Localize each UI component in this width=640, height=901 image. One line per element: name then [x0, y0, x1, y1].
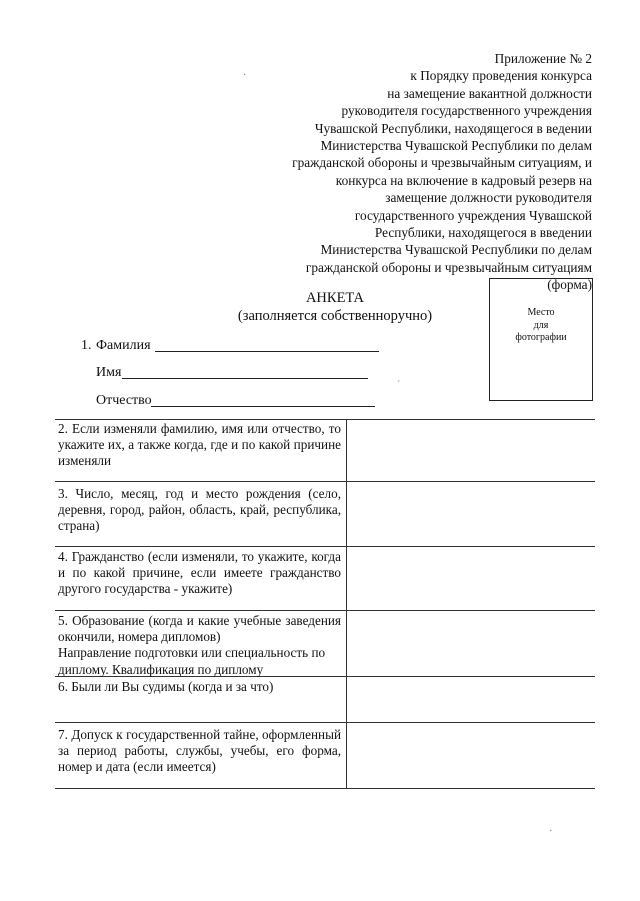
surname-row	[81, 338, 381, 354]
table-rule	[55, 546, 595, 547]
question-cell	[58, 727, 341, 776]
question-cell	[58, 486, 341, 535]
photo-label-line: фотографии	[515, 332, 567, 343]
photo-label	[515, 307, 566, 400]
appendix-line: замещение должности руководителя	[385, 190, 592, 206]
question-text: 2. Если изменяли фамилию, имя или отчество, то укажите их, а также когда, где и по какой причине изменяли	[58, 421, 341, 469]
answer-field[interactable]	[352, 724, 590, 786]
item-number: 1.	[81, 338, 92, 353]
form-title: АНКЕТА	[305, 290, 365, 306]
table-rule	[55, 722, 595, 723]
answer-field[interactable]	[352, 483, 590, 544]
appendix-line: гражданской обороны и чрезвычайным ситуациям, и	[292, 155, 592, 171]
answer-field[interactable]	[352, 421, 590, 479]
patronymic-label: Отчество	[96, 393, 152, 408]
appendix-line: на замещение вакантной должности	[387, 85, 592, 101]
answer-field[interactable]	[352, 678, 590, 720]
appendix-line: гражданской обороны и чрезвычайным ситуациям	[305, 259, 592, 275]
appendix-line: (форма)	[547, 277, 592, 293]
question-text: 3. Число, месяц, год и место рождения (село, деревня, город, район, область, край, республика, страна)	[58, 486, 341, 534]
name-row	[81, 365, 381, 381]
question-cell	[58, 613, 341, 678]
table-rule	[55, 610, 595, 611]
surname-field[interactable]	[155, 338, 379, 352]
question-text: 4. Гражданство (если изменяли, то укажите, когда и по какой причине, если имеете гражданство другого государства - укажите)	[58, 549, 341, 597]
appendix-line: Министерства Чувашской Республики по делам	[320, 138, 592, 154]
question-text: Направление подготовки или специальность по диплому. Квалификация по диплому	[58, 645, 326, 677]
answer-field[interactable]	[352, 612, 590, 674]
name-label: Имя	[96, 365, 122, 380]
form-subtitle: (заполняется собственноручно)	[237, 308, 433, 324]
appendix-line: Чувашской Республики, находящегося в ведении	[314, 120, 592, 136]
name-field[interactable]	[122, 365, 368, 379]
appendix-line: Министерства Чувашской Республики по делам	[320, 242, 592, 258]
photo-box	[489, 278, 593, 401]
scan-speck: ·	[549, 826, 553, 837]
table-rule	[55, 481, 595, 482]
appendix-line: конкурса на включение в кадровый резерв на	[335, 172, 592, 188]
question-cell	[58, 421, 341, 470]
appendix-header	[222, 50, 592, 294]
appendix-line: Приложение № 2	[494, 51, 592, 66]
appendix-line: Республики, находящегося в введении	[374, 225, 592, 241]
photo-label-line: для	[533, 319, 549, 331]
question-text: 6. Были ли Вы судимы (когда и за что)	[58, 679, 274, 694]
answer-field[interactable]	[352, 548, 590, 608]
surname-label: Фамилия	[96, 338, 151, 353]
table-rule	[55, 788, 595, 789]
appendix-line: руководителя государственного учреждения	[341, 103, 592, 119]
question-cell	[58, 549, 341, 598]
form-title-block	[200, 289, 470, 325]
scan-speck: ´	[397, 380, 401, 391]
table-column-divider	[346, 419, 347, 788]
scan-speck: ·	[243, 70, 247, 81]
appendix-line: к Порядку проведения конкурса	[410, 68, 592, 84]
photo-label-line: Место	[527, 307, 555, 318]
appendix-line: государственного учреждения Чувашской	[354, 207, 592, 223]
question-cell	[58, 679, 341, 695]
patronymic-row	[81, 393, 381, 409]
table-rule	[55, 419, 595, 420]
question-text: 7. Допуск к государственной тайне, оформленный за период работы, службы, учебы, его форма, номер и дата (если имеется)	[58, 727, 341, 775]
question-text: 5. Образование (когда и какие учебные заведения окончили, номера дипломов)	[58, 613, 341, 645]
patronymic-field[interactable]	[151, 393, 375, 407]
